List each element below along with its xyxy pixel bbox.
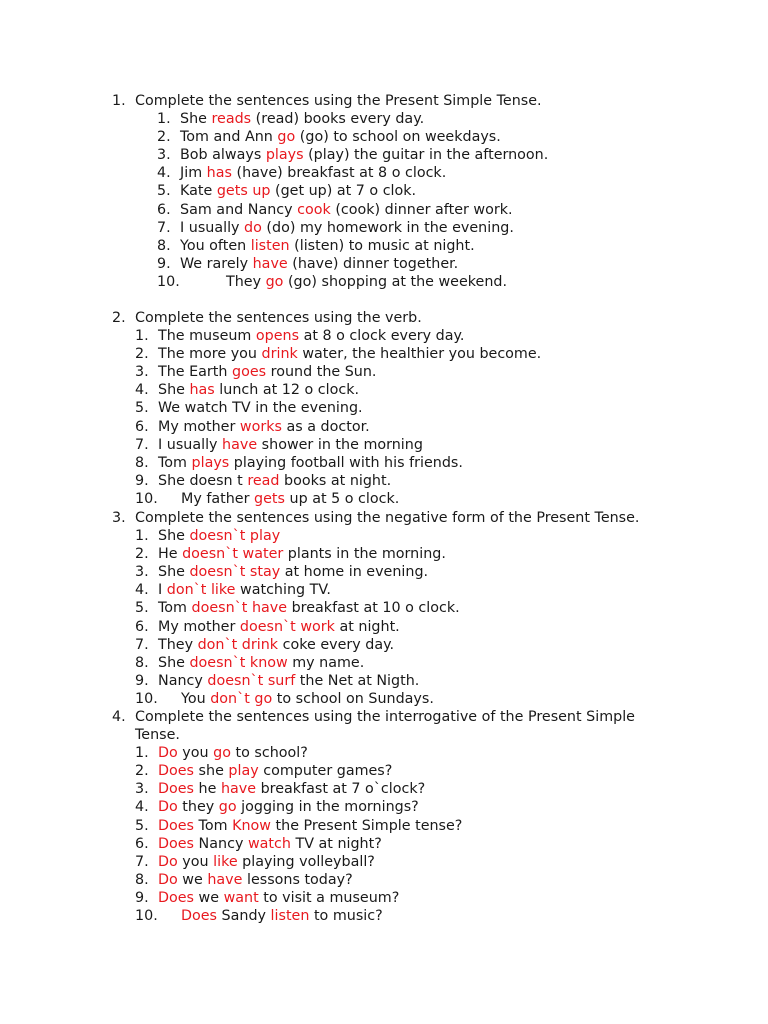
sentence-part: Tom and Ann [180, 129, 278, 146]
sentence-part: (do) my homework in the evening. [261, 219, 514, 236]
sentence-text [158, 744, 308, 762]
sentence-part: The more you [158, 346, 262, 363]
sentence-part: watching TV. [235, 582, 331, 599]
sentence-number: 5. [157, 183, 171, 200]
sentence-part: lessons today? [242, 871, 353, 888]
sentence-part: (read) books every day. [251, 111, 425, 128]
sentence-part: My father [181, 490, 255, 507]
sentence-part: (get up) at 7 o clok. [270, 183, 417, 200]
sentence-part: to school? [230, 745, 308, 762]
answer-text: have [207, 871, 243, 888]
answer-text: Does [158, 817, 195, 834]
sentence-number: 5. [135, 817, 149, 834]
exercise-number: 2. [112, 310, 126, 326]
sentence-number: 5. [135, 400, 149, 417]
answer-text: Does [158, 763, 195, 780]
sentence-part: The Earth [158, 364, 233, 381]
sentence-text [158, 654, 364, 672]
sentence-text [181, 907, 383, 925]
sentence-number: 10. [135, 690, 158, 707]
sentence-part: she [194, 763, 229, 780]
sentence-part: jogging in the mornings? [236, 799, 419, 816]
sentence-part: at 8 o clock every day. [299, 328, 465, 345]
answer-text: play [228, 763, 259, 780]
sentence-number: 2. [157, 129, 171, 146]
sentence-text [158, 563, 428, 581]
sentence-part: Jim [180, 165, 207, 182]
sentence-number: 7. [157, 219, 171, 236]
answer-text: go [277, 129, 296, 146]
sentence-part: (listen) to music at night. [289, 237, 475, 254]
sentence-number: 10. [135, 490, 158, 507]
sentence-part: to school on Sundays. [272, 690, 434, 707]
sentence-part: We watch TV in the evening. [158, 400, 363, 417]
answer-text: read [247, 472, 280, 489]
sentence-number: 1. [135, 745, 149, 762]
answer-text: don`t go [210, 690, 273, 707]
answer-text: works [239, 418, 282, 435]
answer-text: Know [232, 817, 271, 834]
sentence-text [158, 436, 423, 454]
sentence-number: 10. [157, 273, 180, 290]
sentence-number: 9. [135, 672, 149, 689]
sentence-part: I usually [180, 219, 245, 236]
sentence-part: books at night. [279, 472, 392, 489]
answer-text: do [244, 219, 262, 236]
sentence-number: 5. [135, 600, 149, 617]
sentence-part: She [158, 564, 190, 581]
sentence-number: 1. [135, 328, 149, 345]
sentence-number: 6. [135, 418, 149, 435]
answer-text: listen [270, 908, 310, 925]
sentence-text [180, 164, 446, 182]
sentence-text [158, 545, 446, 563]
sentence-text [158, 345, 541, 363]
answer-text: Do [158, 871, 178, 888]
sentence-part: She [158, 528, 190, 545]
sentence-text [180, 219, 514, 237]
answer-text: have [252, 255, 288, 272]
sentence-number: 1. [157, 111, 171, 128]
sentence-text [180, 255, 458, 273]
sentence-part: my name. [287, 654, 365, 671]
sentence-part: TV at night? [290, 835, 382, 852]
sentence-part: we [177, 871, 208, 888]
sentence-part: (cook) dinner after work. [330, 201, 513, 218]
sentence-number: 8. [135, 871, 149, 888]
answer-text: listen [250, 237, 290, 254]
sentence-text [158, 381, 359, 399]
answer-text: opens [255, 328, 300, 345]
answer-text: like [213, 853, 238, 870]
answer-text: watch [247, 835, 291, 852]
sentence-part: Bob always [180, 147, 266, 164]
sentence-text [180, 146, 548, 164]
sentence-number: 6. [157, 201, 171, 218]
answer-text: Does [158, 889, 195, 906]
answer-text: has [206, 165, 232, 182]
sentence-part: computer games? [258, 763, 393, 780]
answer-text: plays [191, 454, 230, 471]
sentence-text [158, 835, 382, 853]
sentence-part: the Present Simple tense? [270, 817, 463, 834]
sentence-text [158, 599, 460, 617]
sentence-part: coke every day. [278, 636, 395, 653]
sentence-text [180, 237, 475, 255]
sentence-number: 2. [135, 546, 149, 563]
sentence-part: plants in the morning. [283, 546, 446, 563]
sentence-text [158, 472, 391, 490]
sentence-part: at home in evening. [280, 564, 429, 581]
answer-text: have [222, 436, 258, 453]
exercise-number: 1. [112, 93, 126, 109]
sentence-number: 8. [135, 654, 149, 671]
sentence-part: to music? [309, 908, 383, 925]
answer-text: cook [297, 201, 331, 218]
sentence-number: 7. [135, 436, 149, 453]
sentence-part: You often [180, 237, 251, 254]
sentence-part: shower in the morning [257, 436, 423, 453]
sentence-part: to visit a museum? [258, 889, 400, 906]
sentence-number: 9. [135, 472, 149, 489]
sentence-number: 3. [135, 781, 149, 798]
sentence-part: round the Sun. [266, 364, 377, 381]
sentence-part: The museum [158, 328, 256, 345]
sentence-part: we [194, 889, 224, 906]
exercise-heading: Complete the sentences using the Present Simple Tense. [135, 93, 542, 109]
sentence-text [158, 327, 464, 345]
sentence-number: 4. [135, 799, 149, 816]
sentence-number: 6. [135, 835, 149, 852]
sentence-part: playing volleyball? [237, 853, 375, 870]
answer-text: Does [181, 908, 218, 925]
sentence-text [158, 618, 400, 636]
sentence-part: My mother [158, 618, 240, 635]
answer-text: reads [211, 111, 252, 128]
sentence-part: (have) breakfast at 8 o clock. [231, 165, 447, 182]
sentence-part: Sandy [217, 908, 271, 925]
sentence-text [158, 853, 375, 871]
answer-text: goes [232, 364, 267, 381]
sentence-number: 7. [135, 636, 149, 653]
sentence-text [158, 527, 280, 545]
sentence-part: I [158, 582, 167, 599]
sentence-part: they [177, 799, 219, 816]
answer-text: Do [158, 853, 178, 870]
answer-text: gets [254, 490, 285, 507]
sentence-part: My mother [158, 418, 240, 435]
exercise-heading: Complete the sentences using the negative form of the Present Tense. [135, 510, 640, 526]
sentence-text [158, 581, 331, 599]
sentence-part: They [158, 636, 198, 653]
answer-text: doesn`t water [182, 546, 284, 563]
sentence-part: She doesn t [158, 472, 248, 489]
sentence-part: (go) to school on weekdays. [295, 129, 501, 146]
sentence-part: They [226, 273, 266, 290]
sentence-part: at night. [334, 618, 400, 635]
sentence-part: lunch at 12 o clock. [214, 382, 360, 399]
sentence-text [158, 780, 425, 798]
sentence-number: 6. [135, 618, 149, 635]
answer-text: doesn`t surf [207, 672, 296, 689]
answer-text: have [220, 781, 257, 798]
sentence-text [158, 798, 419, 816]
sentence-part: She [180, 111, 212, 128]
answer-text: gets up [216, 183, 271, 200]
exercise-number: 4. [112, 709, 126, 725]
sentence-part: you [177, 745, 214, 762]
sentence-part: up at 5 o clock. [284, 490, 400, 507]
sentence-number: 3. [135, 564, 149, 581]
sentence-text [181, 490, 399, 508]
sentence-number: 1. [135, 528, 149, 545]
sentence-part: the Net at Nigth. [295, 672, 420, 689]
sentence-text [158, 762, 392, 780]
sentence-number: 4. [157, 165, 171, 182]
sentence-text [180, 110, 424, 128]
sentence-part: Kate [180, 183, 217, 200]
answer-text: don`t drink [197, 636, 279, 653]
sentence-number: 8. [157, 237, 171, 254]
sentence-part: Nancy [194, 835, 248, 852]
sentence-text [158, 418, 370, 436]
sentence-number: 8. [135, 454, 149, 471]
answer-text: go [213, 745, 231, 762]
exercise-number: 3. [112, 510, 126, 526]
answer-text: has [189, 382, 215, 399]
sentence-part: She [158, 654, 190, 671]
answer-text: doesn`t know [189, 654, 288, 671]
sentence-part: Nancy [158, 672, 208, 689]
sentence-text [158, 817, 462, 835]
sentence-number: 4. [135, 582, 149, 599]
sentence-number: 4. [135, 382, 149, 399]
answer-text: plays [265, 147, 304, 164]
sentence-number: 2. [135, 346, 149, 363]
answer-text: Does [158, 835, 195, 852]
sentence-number: 9. [135, 889, 149, 906]
sentence-text [226, 273, 507, 291]
sentence-part: Tom [158, 454, 192, 471]
sentence-part: as a doctor. [281, 418, 370, 435]
sentence-text [158, 636, 394, 654]
sentence-text [180, 201, 513, 219]
sentence-part: you [177, 853, 214, 870]
answer-text: doesn`t stay [189, 564, 281, 581]
sentence-text [158, 889, 399, 907]
sentence-text [158, 871, 353, 889]
sentence-part: Sam and Nancy [180, 201, 298, 218]
exercise-heading: Complete the sentences using the verb. [135, 310, 422, 326]
answer-text: drink [261, 346, 298, 363]
sentence-text [181, 690, 434, 708]
sentence-number: 3. [157, 147, 171, 164]
sentence-number: 9. [157, 255, 171, 272]
sentence-text [158, 454, 463, 472]
sentence-number: 2. [135, 763, 149, 780]
sentence-part: We rarely [180, 255, 253, 272]
answer-text: Do [158, 799, 178, 816]
sentence-text [158, 399, 363, 417]
answer-text: Does [158, 781, 195, 798]
answer-text: don`t like [166, 582, 236, 599]
sentence-part: breakfast at 7 o`clock? [256, 781, 426, 798]
answer-text: go [265, 273, 284, 290]
sentence-part: breakfast at 10 o clock. [287, 600, 460, 617]
sentence-part: (go) shopping at the weekend. [283, 273, 508, 290]
sentence-part: (play) the guitar in the afternoon. [303, 147, 549, 164]
sentence-part: She [158, 382, 190, 399]
answer-text: doesn`t have [191, 600, 288, 617]
sentence-text [158, 363, 376, 381]
sentence-part: he [194, 781, 221, 798]
sentence-text [180, 128, 501, 146]
exercise-heading: Tense. [135, 727, 180, 744]
sentence-part: playing football with his friends. [229, 454, 463, 471]
answer-text: go [218, 799, 237, 816]
sentence-text [158, 672, 419, 690]
answer-text: Do [158, 745, 178, 762]
sentence-part: (have) dinner together. [287, 255, 459, 272]
answer-text: want [223, 889, 259, 906]
sentence-number: 10. [135, 908, 158, 925]
answer-text: doesn`t work [239, 618, 335, 635]
sentence-text [180, 182, 416, 200]
sentence-part: He [158, 546, 183, 563]
sentence-part: I usually [158, 436, 223, 453]
sentence-part: Tom [194, 817, 233, 834]
exercise-heading: Complete the sentences using the interrogative of the Present Simple [135, 709, 635, 725]
sentence-number: 3. [135, 364, 149, 381]
answer-text: doesn`t play [189, 528, 281, 545]
sentence-part: Tom [158, 600, 192, 617]
sentence-part: water, the healthier you become. [297, 346, 542, 363]
sentence-part: You [181, 690, 211, 707]
sentence-number: 7. [135, 853, 149, 870]
